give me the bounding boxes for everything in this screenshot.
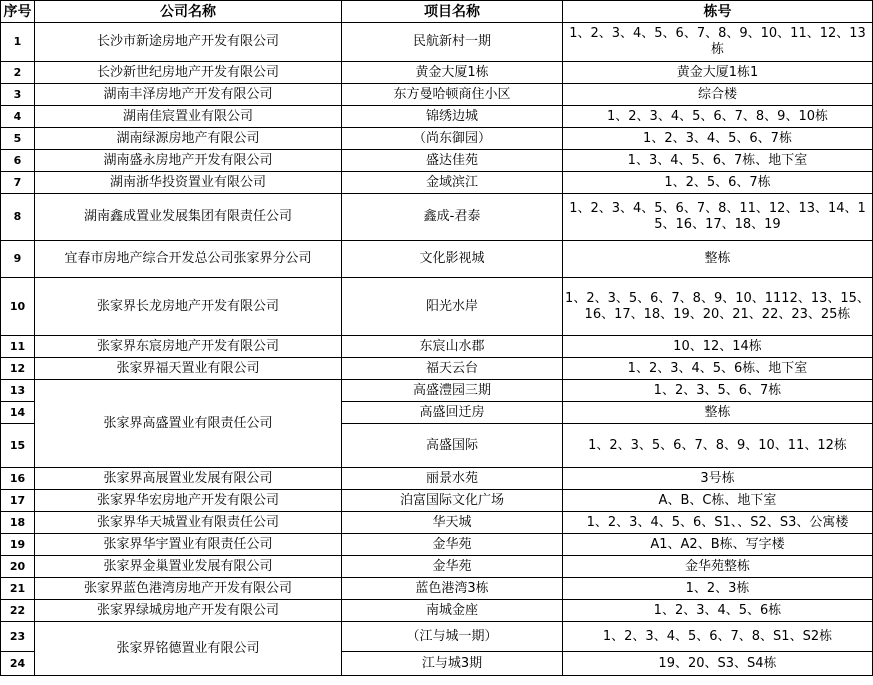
table-row — [1, 468, 873, 490]
building-numbers: 综合楼 — [563, 84, 873, 106]
company-name: 张家界东宸房地产开发有限公司 — [35, 336, 342, 358]
company-name: 湖南绿源房地产有限公司 — [35, 128, 342, 150]
row-number: 10 — [1, 278, 35, 336]
project-name: 金域滨江 — [342, 172, 563, 194]
header-seq: 序号 — [1, 1, 35, 23]
building-numbers: A1、A2、B栋、写字楼 — [563, 534, 873, 556]
project-name: 江与城3期 — [342, 652, 563, 676]
row-number: 14 — [1, 402, 35, 424]
project-name: 泊富国际文化广场 — [342, 490, 563, 512]
company-name: 湖南鑫成置业发展集团有限责任公司 — [35, 194, 342, 241]
table-row — [1, 622, 873, 652]
company-name: 张家界华天城置业有限责任公司 — [35, 512, 342, 534]
project-name: 金华苑 — [342, 556, 563, 578]
company-name: 张家界高盛置业有限责任公司 — [35, 380, 342, 468]
row-number: 18 — [1, 512, 35, 534]
company-name: 张家界高展置业发展有限公司 — [35, 468, 342, 490]
project-name: 黄金大厦1栋 — [342, 62, 563, 84]
building-numbers: 金华苑整栋 — [563, 556, 873, 578]
building-numbers: 整栋 — [563, 241, 873, 278]
building-numbers: 1、2、3、4、5、6、7、8、9、10栋 — [563, 106, 873, 128]
table-row — [1, 194, 873, 241]
building-numbers: 1、2、3栋 — [563, 578, 873, 600]
row-number: 9 — [1, 241, 35, 278]
building-numbers: 3号栋 — [563, 468, 873, 490]
company-name: 宜春市房地产综合开发总公司张家界分公司 — [35, 241, 342, 278]
company-name: 湖南丰泽房地产开发有限公司 — [35, 84, 342, 106]
company-name: 张家界蓝色港湾房地产开发有限公司 — [35, 578, 342, 600]
project-name: 高盛回迁房 — [342, 402, 563, 424]
company-name: 长沙市新途房地产开发有限公司 — [35, 23, 342, 62]
row-number: 20 — [1, 556, 35, 578]
table-row — [1, 241, 873, 278]
project-name: 华天城 — [342, 512, 563, 534]
row-number: 1 — [1, 23, 35, 62]
row-number: 24 — [1, 652, 35, 676]
company-name: 张家界华宇置业有限责任公司 — [35, 534, 342, 556]
building-numbers: 1、2、3、4、5、6、7、8、9、10、11、12、13栋 — [563, 23, 873, 62]
project-name: （尚东御园） — [342, 128, 563, 150]
row-number: 4 — [1, 106, 35, 128]
project-name: 南城金座 — [342, 600, 563, 622]
company-name: 张家界金巢置业发展有限公司 — [35, 556, 342, 578]
table-row — [1, 578, 873, 600]
project-name: 文化影视城 — [342, 241, 563, 278]
project-name: 锦绣边城 — [342, 106, 563, 128]
project-name: 高盛澧园三期 — [342, 380, 563, 402]
table-row — [1, 278, 873, 336]
row-number: 2 — [1, 62, 35, 84]
company-name: 张家界绿城房地产开发有限公司 — [35, 600, 342, 622]
building-numbers: 1、2、3、5、6、7、8、9、10、1112、13、15、16、17、18、19、20、21、22、23、25栋 — [563, 278, 873, 336]
table-row — [1, 336, 873, 358]
row-number: 17 — [1, 490, 35, 512]
row-number: 8 — [1, 194, 35, 241]
row-number: 5 — [1, 128, 35, 150]
header-company: 公司名称 — [35, 1, 342, 23]
row-number: 16 — [1, 468, 35, 490]
building-numbers: 整栋 — [563, 402, 873, 424]
building-numbers: 1、2、3、4、5、6栋 — [563, 600, 873, 622]
building-numbers: A、B、C栋、地下室 — [563, 490, 873, 512]
row-number: 22 — [1, 600, 35, 622]
row-number: 6 — [1, 150, 35, 172]
header-row — [1, 1, 873, 23]
table-row — [1, 490, 873, 512]
row-number: 13 — [1, 380, 35, 402]
row-number: 15 — [1, 424, 35, 468]
building-numbers: 黄金大厦1栋1 — [563, 62, 873, 84]
company-name: 长沙新世纪房地产开发有限公司 — [35, 62, 342, 84]
row-number: 11 — [1, 336, 35, 358]
table-row — [1, 358, 873, 380]
header-buildings: 栋号 — [563, 1, 873, 23]
company-name: 张家界华宏房地产开发有限公司 — [35, 490, 342, 512]
row-number: 12 — [1, 358, 35, 380]
building-numbers: 10、12、14栋 — [563, 336, 873, 358]
company-name: 湖南盛永房地产开发有限公司 — [35, 150, 342, 172]
header-project: 项目名称 — [342, 1, 563, 23]
project-name: 鑫成-君泰 — [342, 194, 563, 241]
table-row — [1, 84, 873, 106]
project-name: 东宸山水郡 — [342, 336, 563, 358]
company-name: 张家界铭德置业有限公司 — [35, 622, 342, 676]
project-name: （江与城一期） — [342, 622, 563, 652]
project-name: 东方曼哈顿商住小区 — [342, 84, 563, 106]
company-name: 湖南佳宸置业有限公司 — [35, 106, 342, 128]
building-numbers: 1、2、3、5、6、7、8、9、10、11、12栋 — [563, 424, 873, 468]
row-number: 21 — [1, 578, 35, 600]
table-row — [1, 380, 873, 402]
table-row — [1, 128, 873, 150]
building-numbers: 1、2、3、4、5、6、7栋 — [563, 128, 873, 150]
table-row — [1, 172, 873, 194]
table-row — [1, 600, 873, 622]
table-row — [1, 534, 873, 556]
project-name: 高盛国际 — [342, 424, 563, 468]
project-name: 福天云台 — [342, 358, 563, 380]
building-numbers: 1、2、5、6、7栋 — [563, 172, 873, 194]
project-name: 阳光水岸 — [342, 278, 563, 336]
row-number: 19 — [1, 534, 35, 556]
project-name: 民航新村一期 — [342, 23, 563, 62]
building-numbers: 1、3、4、5、6、7栋、地下室 — [563, 150, 873, 172]
company-name: 张家界福天置业有限公司 — [35, 358, 342, 380]
table-row — [1, 512, 873, 534]
building-numbers: 1、2、3、5、6、7栋 — [563, 380, 873, 402]
row-number: 7 — [1, 172, 35, 194]
table-row — [1, 556, 873, 578]
building-numbers: 19、20、S3、S4栋 — [563, 652, 873, 676]
table-row — [1, 106, 873, 128]
row-number: 3 — [1, 84, 35, 106]
company-name: 张家界长龙房地产开发有限公司 — [35, 278, 342, 336]
project-name: 蓝色港湾3栋 — [342, 578, 563, 600]
table-row — [1, 150, 873, 172]
building-numbers: 1、2、3、4、5、6、7、8、11、12、13、14、15、16、17、18、19 — [563, 194, 873, 241]
project-name: 丽景水苑 — [342, 468, 563, 490]
company-name: 湖南浙华投资置业有限公司 — [35, 172, 342, 194]
building-numbers: 1、2、3、4、5、6、7、8、S1、S2栋 — [563, 622, 873, 652]
project-name: 金华苑 — [342, 534, 563, 556]
row-number: 23 — [1, 622, 35, 652]
table-row — [1, 23, 873, 62]
table-row — [1, 62, 873, 84]
building-numbers: 1、2、3、4、5、6、S1、、S2、S3、公寓楼 — [563, 512, 873, 534]
building-numbers: 1、2、3、4、5、6栋、地下室 — [563, 358, 873, 380]
project-name: 盛达佳苑 — [342, 150, 563, 172]
